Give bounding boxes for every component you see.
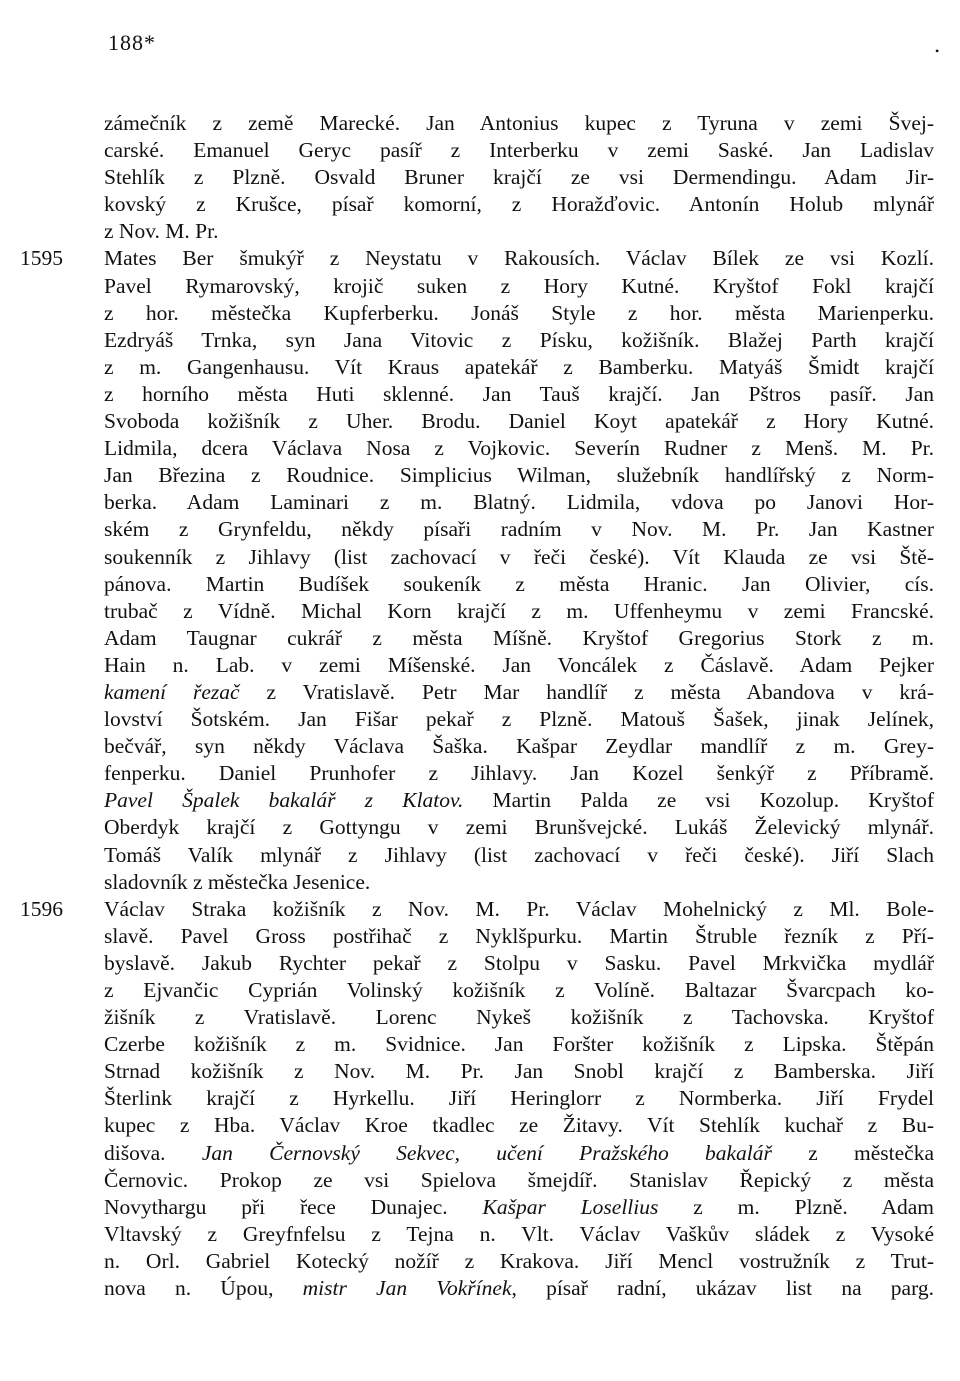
text-line bbox=[104, 408, 934, 435]
text-line bbox=[104, 598, 934, 625]
text-line bbox=[20, 896, 934, 923]
text-segment: ském z Grynfeldu, někdy písaři radním v Nov. M. Pr. Jan Kastner bbox=[104, 517, 934, 542]
text-line bbox=[104, 354, 934, 381]
text-segment: Svoboda kožišník z Uher. Brodu. Daniel Koyt apatekář z Hory Kutné. bbox=[104, 409, 934, 434]
text-segment: žišník z Vratislavě. Lorenc Nykeš kožišník z Tachovska. Kryštof bbox=[104, 1005, 934, 1030]
text-segment: bečvář, syn někdy Václava Šaška. Kašpar Zeydlar mandlíř z m. Grey- bbox=[104, 734, 934, 759]
text-segment: Hain n. Lab. v zemi Míšenské. Jan Voncálek z Čáslavě. Adam Pejker bbox=[104, 652, 934, 677]
text-line bbox=[104, 1167, 934, 1194]
text-line bbox=[104, 625, 934, 652]
text-segment: Czerbe kožišník z m. Svidnice. Jan Foršter kožišník z Lipska. Štěpán bbox=[104, 1032, 934, 1057]
text-line bbox=[104, 381, 934, 408]
text-line bbox=[104, 218, 934, 245]
text-line bbox=[104, 1085, 934, 1112]
text-segment: Strnad kožišník z Nov. M. Pr. Jan Snobl krajčí z Bamberska. Jiří bbox=[104, 1059, 934, 1084]
italic-text-segment: mistr Jan Vokřínek bbox=[302, 1276, 512, 1301]
text-line bbox=[104, 1221, 934, 1248]
text-segment: z hor. městečka Kupferberku. Jonáš Style z hor. města Marienperku. bbox=[104, 300, 934, 325]
text-segment: n. Orl. Gabriel Kotecký nožíř z Krakova. Jiří Mencl vostružník z Trut- bbox=[104, 1248, 934, 1273]
text-line bbox=[104, 137, 934, 164]
text-line bbox=[104, 489, 934, 516]
text-line bbox=[104, 787, 934, 814]
text-line bbox=[104, 435, 934, 462]
text-line bbox=[104, 842, 934, 869]
text-line bbox=[104, 652, 934, 679]
text-segment: z Ejvančic Cyprián Volinský kožišník z Volíně. Baltazar Švarcpach ko- bbox=[104, 978, 934, 1002]
text-segment: z horního města Huti sklenné. Jan Tauš krajčí. Jan Pštros pasíř. Jan bbox=[104, 381, 934, 406]
text-line bbox=[104, 733, 934, 760]
text-line bbox=[104, 869, 934, 896]
italic-text-segment: kamení řezač bbox=[104, 679, 240, 704]
text-segment: carské. Emanuel Geryc pasíř z Interberku v zemi Saské. Jan Ladislav bbox=[104, 138, 934, 163]
text-segment: Václav Straka kožišník z Nov. M. Pr. Václav Mohelnický z Ml. Bole- bbox=[104, 896, 934, 921]
text-segment: Šterlink krajčí z Hyrkellu. Jiří Heringlorr z Normberka. Jiří Frydel bbox=[104, 1086, 934, 1111]
text-body bbox=[20, 110, 935, 1302]
page-number: 188* bbox=[108, 30, 156, 55]
text-line bbox=[104, 300, 934, 327]
text-segment: dišova. bbox=[104, 1140, 202, 1165]
text-segment: Pavel Rymarovský, krojič suken z Hory Kutné. Kryštof Fokl krajčí bbox=[104, 273, 934, 298]
text-segment: Mates Ber šmukýř z Neystatu v Rakousích. Václav Bílek ze vsi Kozlí. bbox=[104, 246, 934, 271]
text-segment: byslavě. Jakub Rychter pekař z Stolpu v Sasku. Pavel Mrkvička mydlář bbox=[104, 950, 934, 975]
text-line bbox=[20, 245, 934, 272]
text-line bbox=[104, 1248, 934, 1275]
text-line bbox=[104, 164, 934, 191]
text-segment: nova n. Úpou, bbox=[104, 1276, 303, 1301]
text-segment: z m. Plzně. Adam bbox=[658, 1194, 934, 1219]
text-line bbox=[104, 462, 934, 489]
year-label: 1595 bbox=[20, 246, 63, 271]
text-line bbox=[104, 571, 934, 598]
text-segment: trubač z Vídně. Michal Korn krajčí z m. Uffenheymu v zemi Francské. bbox=[104, 598, 934, 623]
text-line bbox=[104, 977, 934, 1004]
text-segment: berka. Adam Laminari z m. Blatný. Lidmila, vdova po Janovi Hor- bbox=[104, 490, 934, 515]
text-segment: sladovník z městečka Jesenice. bbox=[104, 869, 371, 894]
margin-mark: • bbox=[935, 44, 940, 58]
text-segment: Tomáš Valík mlynář z Jihlavy (list zachovací v řeči české). Jiří Slach bbox=[104, 842, 934, 867]
text-segment: slavě. Pavel Gross postřihač z Nyklšpurku. Martin Štruble řezník z Pří- bbox=[104, 923, 934, 948]
text-segment: z městečka bbox=[771, 1140, 935, 1165]
text-segment: kovský z Krušce, písař komorní, z Horažďovic. Antonín Holub mlynář bbox=[104, 192, 934, 217]
italic-text-segment: Kašpar Losellius bbox=[482, 1194, 659, 1219]
text-line bbox=[104, 544, 934, 571]
text-line bbox=[104, 1112, 934, 1139]
italic-text-segment: Pavel Špalek bakalář z Klatov. bbox=[104, 788, 464, 813]
text-line bbox=[104, 1140, 934, 1167]
text-segment: Ezdryáš Trnka, syn Jana Vitovic z Písku, kožišník. Blažej Parth krajčí bbox=[104, 327, 934, 352]
text-segment: Novythargu při řece Dunajec. bbox=[104, 1194, 483, 1219]
text-segment: soukenník z Jihlavy (list zachovací v řeči české). Vít Klauda ze vsi Ště- bbox=[104, 544, 934, 569]
text-line bbox=[104, 1275, 934, 1302]
text-line bbox=[104, 516, 934, 543]
text-segment: , písař radní, ukázav list na parg. bbox=[511, 1276, 934, 1301]
italic-text-segment: Jan Černovský Sekvec, učení Pražského bakalář bbox=[201, 1140, 772, 1165]
text-segment: Stehlík z Plzně. Osvald Bruner krajčí ze vsi Dermendingu. Adam Jir- bbox=[104, 165, 934, 190]
text-segment: Oberdyk krajčí z Gottyngu v zemi Brunšvejcké. Lukáš Želevický mlynář. bbox=[104, 815, 934, 840]
text-line bbox=[104, 1004, 934, 1031]
text-line bbox=[104, 679, 934, 706]
text-line bbox=[104, 1194, 934, 1221]
text-segment: z Nov. M. Pr. bbox=[104, 219, 219, 244]
text-line bbox=[104, 814, 934, 841]
text-segment: fenperku. Daniel Prunhofer z Jihlavy. Jan Kozel šenkýř z Příbramě. bbox=[104, 761, 934, 786]
text-line bbox=[104, 760, 934, 787]
text-segment: Martin Palda ze vsi Kozolup. Kryštof bbox=[463, 788, 934, 813]
text-line bbox=[104, 191, 934, 218]
text-line bbox=[104, 1031, 934, 1058]
text-line bbox=[104, 273, 934, 300]
text-line bbox=[104, 327, 934, 354]
year-label: 1596 bbox=[20, 896, 63, 921]
text-segment: Adam Taugnar cukrář z města Míšně. Kryštof Gregorius Stork z m. bbox=[104, 625, 934, 650]
text-line bbox=[104, 923, 934, 950]
text-segment: Lidmila, dcera Václava Nosa z Vojkovic. Severín Rudner z Menš. M. Pr. bbox=[104, 436, 934, 461]
text-segment: z m. Gangenhausu. Vít Kraus apatekář z Bamberku. Matyáš Šmidt krajčí bbox=[104, 354, 934, 379]
text-segment: kupec z Hba. Václav Kroe tkadlec ze Žitavy. Vít Stehlík kuchař z Bu- bbox=[104, 1113, 934, 1138]
text-segment: Jan Březina z Roudnice. Simplicius Wilman, služebník handlířský z Norm- bbox=[104, 463, 934, 488]
text-segment: Vltavský z Greyfnfelsu z Tejna n. Vlt. Václav Vaškův sládek z Vysoké bbox=[104, 1221, 934, 1246]
text-line bbox=[104, 950, 934, 977]
text-line bbox=[104, 1058, 934, 1085]
text-line bbox=[104, 110, 934, 137]
text-segment: lovství Šotském. Jan Fišar pekař z Plzně. Matouš Šašek, jinak Jelínek, bbox=[104, 707, 934, 732]
text-segment: Černovic. Prokop ze vsi Spielova šmejdíř. Stanislav Řepický z města bbox=[104, 1167, 934, 1192]
text-segment: z Vratislavě. Petr Mar handlíř z města Abandova v krá- bbox=[239, 679, 935, 704]
text-segment: pánova. Martin Budíšek soukeník z města Hranic. Jan Olivier, cís. bbox=[104, 571, 934, 596]
text-segment: zámečník z země Marecké. Jan Antonius kupec z Tyruna v zemi Švej- bbox=[104, 111, 934, 135]
text-line bbox=[104, 706, 934, 733]
